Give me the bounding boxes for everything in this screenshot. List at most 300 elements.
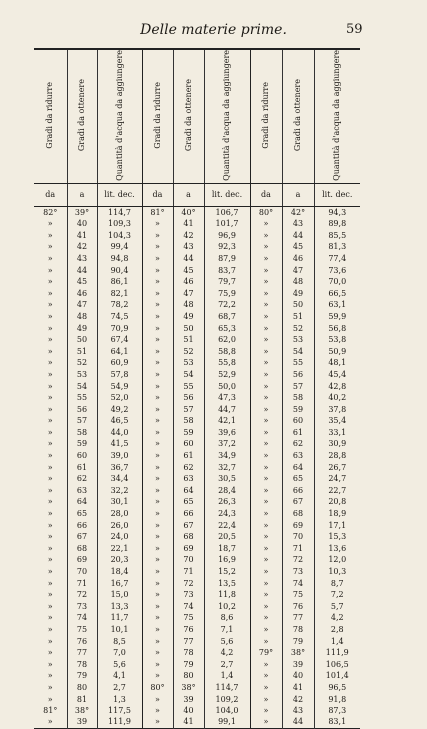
- table-row: [34, 299, 360, 311]
- column-header-label: Quantità d'acqua da aggiungere: [332, 50, 342, 181]
- from-degree-cell: »: [47, 520, 53, 530]
- to-degree-cell: 54: [282, 345, 314, 357]
- water-quantity-cell: 16,7: [97, 577, 142, 589]
- to-degree-cell: 38°: [67, 705, 97, 717]
- to-degree-cell: 55: [173, 380, 204, 392]
- water-quantity-cell: 111,9: [314, 647, 360, 659]
- unit-header: lit. dec.: [314, 183, 360, 206]
- water-quantity-cell: 60,9: [97, 357, 142, 369]
- to-degree-cell: 55: [282, 357, 314, 369]
- water-quantity-cell: 99,1: [204, 716, 250, 728]
- water-quantity-cell: 15,0: [97, 589, 142, 601]
- from-degree-cell: »: [250, 415, 282, 427]
- to-degree-cell: 41: [67, 230, 97, 242]
- from-degree-cell: »: [47, 624, 53, 634]
- water-quantity-cell: 32,7: [204, 461, 250, 473]
- table-row: [34, 531, 360, 543]
- to-degree-cell: 49: [173, 311, 204, 323]
- to-degree-cell: 41: [173, 716, 204, 728]
- to-degree-cell: 53: [67, 369, 97, 381]
- water-quantity-cell: 44,7: [204, 403, 250, 415]
- water-quantity-cell: 28,4: [204, 485, 250, 497]
- water-quantity-cell: 39,6: [204, 427, 250, 439]
- water-quantity-cell: 18,7: [204, 543, 250, 555]
- to-degree-cell: 80: [173, 670, 204, 682]
- water-quantity-cell: 24,0: [97, 531, 142, 543]
- from-degree-cell: »: [250, 345, 282, 357]
- to-degree-cell: 59: [67, 438, 97, 450]
- from-degree-cell: »: [250, 253, 282, 265]
- from-degree-cell: »: [250, 508, 282, 520]
- column-header: [173, 49, 204, 183]
- from-degree-cell: »: [142, 380, 173, 392]
- water-quantity-cell: 70,0: [314, 276, 360, 288]
- from-degree-cell: »: [142, 647, 173, 659]
- table-row: [34, 253, 360, 265]
- water-quantity-cell: 35,4: [314, 415, 360, 427]
- water-quantity-cell: 78,2: [97, 299, 142, 311]
- water-quantity-cell: 17,1: [314, 519, 360, 531]
- from-degree-cell: »: [142, 299, 173, 311]
- from-degree-cell: »: [250, 601, 282, 613]
- from-degree-cell: »: [47, 485, 53, 495]
- to-degree-cell: 40: [173, 705, 204, 717]
- from-degree-cell: »: [250, 519, 282, 531]
- water-quantity-cell: 89,8: [314, 218, 360, 230]
- table-row: [34, 635, 360, 647]
- from-degree-cell: »: [250, 577, 282, 589]
- from-degree-cell: »: [142, 369, 173, 381]
- water-quantity-cell: 1,3: [97, 693, 142, 705]
- to-degree-cell: 58: [173, 415, 204, 427]
- from-degree-cell: »: [47, 474, 53, 484]
- column-header: [204, 49, 250, 183]
- to-degree-cell: 53: [173, 357, 204, 369]
- to-degree-cell: 51: [282, 311, 314, 323]
- to-degree-cell: 63: [67, 485, 97, 497]
- from-degree-cell: »: [142, 531, 173, 543]
- to-degree-cell: 46: [282, 253, 314, 265]
- water-quantity-cell: 58,8: [204, 345, 250, 357]
- water-quantity-cell: 37,8: [314, 403, 360, 415]
- to-degree-cell: 68: [67, 543, 97, 555]
- to-degree-cell: 52: [173, 345, 204, 357]
- from-degree-cell: »: [142, 508, 173, 520]
- water-quantity-cell: 50,9: [314, 345, 360, 357]
- from-degree-cell: »: [142, 264, 173, 276]
- running-title: Delle materie prime.: [140, 22, 287, 38]
- to-degree-cell: 60: [67, 450, 97, 462]
- water-quantity-cell: 8,7: [314, 577, 360, 589]
- water-quantity-cell: 72,2: [204, 299, 250, 311]
- to-degree-cell: 57: [173, 403, 204, 415]
- table-body: [34, 206, 360, 728]
- water-quantity-cell: 53,8: [314, 334, 360, 346]
- from-degree-cell: »: [47, 311, 53, 321]
- from-degree-cell: »: [250, 554, 282, 566]
- water-quantity-cell: 50,0: [204, 380, 250, 392]
- from-degree-cell: »: [142, 670, 173, 682]
- to-degree-cell: 78: [67, 658, 97, 670]
- from-degree-cell: »: [47, 717, 53, 727]
- to-degree-cell: 61: [67, 461, 97, 473]
- water-quantity-cell: 22,4: [204, 519, 250, 531]
- table-row: [34, 427, 360, 439]
- to-degree-cell: 66: [282, 485, 314, 497]
- table-row: [34, 624, 360, 636]
- table-row: [34, 716, 360, 728]
- column-header-label: Gradi da ottenere: [293, 79, 302, 152]
- water-quantity-cell: 46,5: [97, 415, 142, 427]
- from-degree-cell: »: [250, 635, 282, 647]
- water-quantity-cell: 24,3: [204, 508, 250, 520]
- water-quantity-cell: 47,3: [204, 392, 250, 404]
- water-quantity-cell: 85,5: [314, 230, 360, 242]
- to-degree-cell: 73: [282, 566, 314, 578]
- from-degree-cell: »: [142, 716, 173, 728]
- from-degree-cell: »: [47, 346, 53, 356]
- water-quantity-cell: 5,6: [97, 658, 142, 670]
- column-header: [34, 49, 67, 183]
- to-degree-cell: 63: [173, 473, 204, 485]
- water-quantity-cell: 101,7: [204, 218, 250, 230]
- to-degree-cell: 44: [282, 230, 314, 242]
- table-row: [34, 566, 360, 578]
- table-row: [34, 357, 360, 369]
- from-degree-cell: »: [47, 671, 53, 681]
- from-degree-cell: »: [47, 509, 53, 519]
- from-degree-cell: »: [47, 253, 53, 263]
- from-degree-cell: »: [47, 682, 53, 692]
- page-number: 59: [346, 22, 363, 37]
- water-quantity-cell: 8,5: [97, 635, 142, 647]
- to-degree-cell: 52: [67, 357, 97, 369]
- from-degree-cell: »: [250, 531, 282, 543]
- from-degree-cell: 80°: [142, 682, 173, 694]
- to-degree-cell: 72: [173, 577, 204, 589]
- water-quantity-cell: 36,7: [97, 461, 142, 473]
- water-quantity-cell: 106,7: [204, 206, 250, 218]
- from-degree-cell: »: [250, 612, 282, 624]
- from-degree-cell: »: [142, 334, 173, 346]
- to-degree-cell: 50: [173, 322, 204, 334]
- from-degree-cell: »: [250, 543, 282, 555]
- to-degree-cell: 79: [67, 670, 97, 682]
- to-degree-cell: 66: [173, 508, 204, 520]
- table-row: [34, 682, 360, 694]
- table-row: [34, 658, 360, 670]
- to-degree-cell: 76: [67, 635, 97, 647]
- table-row: [34, 612, 360, 624]
- to-degree-cell: 47: [282, 264, 314, 276]
- unit-header: a: [67, 183, 97, 206]
- water-quantity-cell: 10,2: [204, 601, 250, 613]
- to-degree-cell: 70: [173, 554, 204, 566]
- to-degree-cell: 44: [173, 253, 204, 265]
- to-degree-cell: 50: [282, 299, 314, 311]
- column-header-label: Gradi da ottenere: [183, 79, 193, 152]
- from-degree-cell: »: [250, 334, 282, 346]
- to-degree-cell: 71: [173, 566, 204, 578]
- to-degree-cell: 66: [67, 519, 97, 531]
- from-degree-cell: »: [47, 323, 53, 333]
- water-quantity-cell: 30,1: [97, 496, 142, 508]
- to-degree-cell: 41: [173, 218, 204, 230]
- from-degree-cell: »: [142, 322, 173, 334]
- column-header-label: Gradi da ridurre: [45, 82, 55, 149]
- water-quantity-cell: 11,8: [204, 589, 250, 601]
- water-quantity-cell: 2,7: [97, 682, 142, 694]
- water-quantity-cell: 92,3: [204, 241, 250, 253]
- table-row: [34, 230, 360, 242]
- from-degree-cell: »: [250, 264, 282, 276]
- to-degree-cell: 43: [282, 218, 314, 230]
- from-degree-cell: 80°: [250, 206, 282, 218]
- to-degree-cell: 42: [67, 241, 97, 253]
- to-degree-cell: 48: [173, 299, 204, 311]
- to-degree-cell: 71: [282, 543, 314, 555]
- to-degree-cell: 60: [282, 415, 314, 427]
- dilution-table: [34, 48, 360, 729]
- to-degree-cell: 67: [282, 496, 314, 508]
- to-degree-cell: 48: [67, 311, 97, 323]
- from-degree-cell: »: [250, 624, 282, 636]
- water-quantity-cell: 16,9: [204, 554, 250, 566]
- water-quantity-cell: 64,1: [97, 345, 142, 357]
- from-degree-cell: »: [47, 265, 53, 275]
- water-quantity-cell: 5,6: [204, 635, 250, 647]
- column-header-label: Quantità d'acqua da aggiungere: [114, 50, 124, 181]
- table-row: [34, 345, 360, 357]
- from-degree-cell: »: [142, 345, 173, 357]
- from-degree-cell: »: [142, 461, 173, 473]
- from-degree-cell: »: [47, 601, 53, 611]
- water-quantity-cell: 52,0: [97, 392, 142, 404]
- water-quantity-cell: 5,7: [314, 601, 360, 613]
- from-degree-cell: »: [250, 276, 282, 288]
- to-degree-cell: 57: [67, 415, 97, 427]
- water-quantity-cell: 13,5: [204, 577, 250, 589]
- to-degree-cell: 75: [67, 624, 97, 636]
- from-degree-cell: »: [250, 392, 282, 404]
- table-row: [34, 601, 360, 613]
- table-row: [34, 450, 360, 462]
- water-quantity-cell: 109,2: [204, 693, 250, 705]
- from-degree-cell: »: [250, 658, 282, 670]
- to-degree-cell: 64: [282, 461, 314, 473]
- from-degree-cell: »: [142, 589, 173, 601]
- water-quantity-cell: 26,0: [97, 519, 142, 531]
- water-quantity-cell: 101,4: [314, 670, 360, 682]
- water-quantity-cell: 1,4: [314, 635, 360, 647]
- water-quantity-cell: 20,5: [204, 531, 250, 543]
- table-row: [34, 241, 360, 253]
- water-quantity-cell: 104,0: [204, 705, 250, 717]
- water-quantity-cell: 90,4: [97, 264, 142, 276]
- from-degree-cell: 79°: [250, 647, 282, 659]
- to-degree-cell: 43: [282, 705, 314, 717]
- table-row: [34, 496, 360, 508]
- water-quantity-cell: 56,8: [314, 322, 360, 334]
- to-degree-cell: 39: [282, 658, 314, 670]
- water-quantity-cell: 74,5: [97, 311, 142, 323]
- water-quantity-cell: 15,3: [314, 531, 360, 543]
- from-degree-cell: »: [47, 288, 53, 298]
- water-quantity-cell: 26,3: [204, 496, 250, 508]
- from-degree-cell: »: [250, 369, 282, 381]
- water-quantity-cell: 55,8: [204, 357, 250, 369]
- to-degree-cell: 42°: [282, 206, 314, 218]
- from-degree-cell: »: [47, 300, 53, 310]
- from-degree-cell: »: [142, 543, 173, 555]
- water-quantity-cell: 39,0: [97, 450, 142, 462]
- from-degree-cell: »: [47, 335, 53, 345]
- from-degree-cell: »: [250, 241, 282, 253]
- to-degree-cell: 43: [67, 253, 97, 265]
- table-row: [34, 647, 360, 659]
- water-quantity-cell: 44,0: [97, 427, 142, 439]
- water-quantity-cell: 24,7: [314, 473, 360, 485]
- to-degree-cell: 41: [282, 682, 314, 694]
- from-degree-cell: »: [47, 393, 53, 403]
- from-degree-cell: »: [142, 624, 173, 636]
- water-quantity-cell: 4,2: [204, 647, 250, 659]
- from-degree-cell: 82°: [43, 207, 58, 217]
- to-degree-cell: 70: [282, 531, 314, 543]
- water-quantity-cell: 37,2: [204, 438, 250, 450]
- water-quantity-cell: 32,2: [97, 485, 142, 497]
- from-degree-cell: »: [250, 461, 282, 473]
- water-quantity-cell: 7,0: [97, 647, 142, 659]
- from-degree-cell: »: [250, 485, 282, 497]
- from-degree-cell: »: [47, 416, 53, 426]
- to-degree-cell: 45: [173, 264, 204, 276]
- to-degree-cell: 46: [173, 276, 204, 288]
- water-quantity-cell: 41,5: [97, 438, 142, 450]
- to-degree-cell: 59: [173, 427, 204, 439]
- from-degree-cell: »: [47, 555, 53, 565]
- from-degree-cell: »: [142, 357, 173, 369]
- to-degree-cell: 39°: [67, 206, 97, 218]
- from-degree-cell: »: [47, 242, 53, 252]
- water-quantity-cell: 18,9: [314, 508, 360, 520]
- to-degree-cell: 38°: [282, 647, 314, 659]
- to-degree-cell: 51: [173, 334, 204, 346]
- from-degree-cell: »: [47, 219, 53, 229]
- water-quantity-cell: 75,9: [204, 287, 250, 299]
- from-degree-cell: »: [47, 543, 53, 553]
- column-header-label: Quantità d'acqua da aggiungere: [222, 50, 231, 181]
- water-quantity-cell: 49,2: [97, 403, 142, 415]
- from-degree-cell: »: [47, 358, 53, 368]
- water-quantity-cell: 12,0: [314, 554, 360, 566]
- table-row: [34, 577, 360, 589]
- water-quantity-cell: 99,4: [97, 241, 142, 253]
- water-quantity-cell: 83,7: [204, 264, 250, 276]
- from-degree-cell: »: [250, 218, 282, 230]
- water-quantity-cell: 42,8: [314, 380, 360, 392]
- from-degree-cell: »: [250, 705, 282, 717]
- water-quantity-cell: 4,1: [97, 670, 142, 682]
- water-quantity-cell: 7,1: [204, 624, 250, 636]
- to-degree-cell: 51: [67, 345, 97, 357]
- from-degree-cell: »: [250, 311, 282, 323]
- unit-header: da: [142, 183, 173, 206]
- column-header-label: Gradi da ottenere: [77, 79, 86, 152]
- water-quantity-cell: 86,1: [97, 276, 142, 288]
- water-quantity-cell: 117,5: [97, 705, 142, 717]
- water-quantity-cell: 94,3: [314, 206, 360, 218]
- to-degree-cell: 40: [67, 218, 97, 230]
- to-degree-cell: 73: [173, 589, 204, 601]
- unit-header: lit. dec.: [97, 183, 142, 206]
- to-degree-cell: 49: [282, 287, 314, 299]
- water-quantity-cell: 10,1: [97, 624, 142, 636]
- to-degree-cell: 70: [67, 566, 97, 578]
- to-degree-cell: 56: [67, 403, 97, 415]
- unit-header-row: [34, 183, 360, 206]
- water-quantity-cell: 13,3: [97, 601, 142, 613]
- from-degree-cell: »: [142, 287, 173, 299]
- water-quantity-cell: 42,1: [204, 415, 250, 427]
- water-quantity-cell: 30,5: [204, 473, 250, 485]
- to-degree-cell: 42: [173, 230, 204, 242]
- from-degree-cell: »: [47, 659, 53, 669]
- water-quantity-cell: 28,8: [314, 450, 360, 462]
- from-degree-cell: »: [142, 519, 173, 531]
- to-degree-cell: 81: [67, 693, 97, 705]
- table-row: [34, 705, 360, 717]
- from-degree-cell: »: [47, 381, 53, 391]
- to-degree-cell: 78: [173, 647, 204, 659]
- from-degree-cell: »: [250, 682, 282, 694]
- to-degree-cell: 55: [67, 392, 97, 404]
- water-quantity-cell: 94,8: [97, 253, 142, 265]
- water-quantity-cell: 63,1: [314, 299, 360, 311]
- from-degree-cell: »: [47, 694, 53, 704]
- from-degree-cell: »: [47, 369, 53, 379]
- from-degree-cell: »: [250, 427, 282, 439]
- water-quantity-cell: 11,7: [97, 612, 142, 624]
- table-row: [34, 519, 360, 531]
- water-quantity-cell: 87,3: [314, 705, 360, 717]
- from-degree-cell: »: [250, 287, 282, 299]
- water-quantity-cell: 57,8: [97, 369, 142, 381]
- table-row: [34, 322, 360, 334]
- from-degree-cell: »: [250, 380, 282, 392]
- water-quantity-cell: 68,7: [204, 311, 250, 323]
- to-degree-cell: 77: [67, 647, 97, 659]
- water-quantity-cell: 30,9: [314, 438, 360, 450]
- to-degree-cell: 79: [282, 635, 314, 647]
- water-quantity-cell: 20,8: [314, 496, 360, 508]
- column-header: [282, 49, 314, 183]
- from-degree-cell: »: [142, 253, 173, 265]
- to-degree-cell: 71: [67, 577, 97, 589]
- unit-header: lit. dec.: [204, 183, 250, 206]
- to-degree-cell: 61: [282, 427, 314, 439]
- from-degree-cell: »: [142, 485, 173, 497]
- to-degree-cell: 67: [173, 519, 204, 531]
- to-degree-cell: 39: [67, 716, 97, 728]
- to-degree-cell: 62: [282, 438, 314, 450]
- column-header: [67, 49, 97, 183]
- to-degree-cell: 69: [173, 543, 204, 555]
- from-degree-cell: »: [142, 311, 173, 323]
- water-quantity-cell: 13,6: [314, 543, 360, 555]
- table-row: [34, 543, 360, 555]
- to-degree-cell: 65: [173, 496, 204, 508]
